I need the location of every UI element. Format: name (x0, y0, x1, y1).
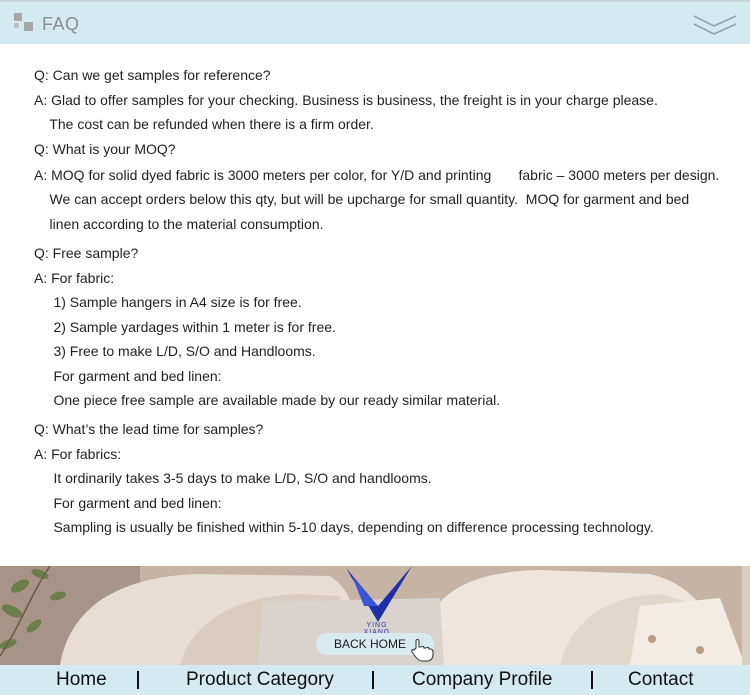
nav-divider (137, 671, 139, 689)
faq-line: linen according to the material consumption. (34, 216, 324, 232)
faq-line: For garment and bed linen: (34, 368, 222, 384)
faq-line: A: For fabric: (34, 270, 115, 286)
nav-divider (591, 671, 593, 689)
faq-line: Q: Free sample? (34, 245, 139, 261)
faq-line: The cost can be refunded when there is a firm order. (34, 116, 374, 132)
nav-home[interactable]: Home (56, 669, 107, 690)
bedding-banner (0, 566, 750, 665)
faq-line: Q: Can we get samples for reference? (34, 67, 271, 83)
nav-divider (372, 671, 374, 689)
faq-line: A: Glad to offer samples for your checking. Business is business, the freight is in your charge please. (34, 92, 658, 108)
faq-line: A: MOQ for solid dyed fabric is 3000 meters per color, for Y/D and printing fabric – 3000 meters per design. (34, 167, 720, 183)
faq-line: One piece free sample are available made by our ready similar material. (34, 392, 501, 408)
brand-name: YING (366, 622, 388, 629)
faq-line: We can accept orders below this qty, but will be upcharge for small quantity. MOQ for garment and bed (34, 191, 690, 207)
faq-title: FAQ (42, 14, 80, 34)
faq-line: Sampling is usually be finished within 5-10 days, depending on difference processing technology. (34, 519, 654, 535)
nav-product-category[interactable]: Product Category (186, 669, 334, 690)
faq-line: It ordinarily takes 3-5 days to make L/D, S/O and handlooms. (34, 470, 432, 486)
double-chevron-down-icon[interactable] (690, 12, 740, 38)
faq-line: A: For fabrics: (34, 446, 122, 462)
nav-company-profile[interactable]: Company Profile (412, 669, 553, 690)
faq-line: 2) Sample yardages within 1 meter is for free. (34, 319, 336, 335)
faq-line: Q: What’s the lead time for samples? (34, 421, 264, 437)
bottom-nav (0, 665, 750, 695)
nav-contact[interactable]: Contact (628, 669, 694, 690)
faq-line: Q: What is your MOQ? (34, 141, 176, 157)
faq-line: For garment and bed linen: (34, 495, 222, 511)
faq-squares-icon (14, 13, 34, 33)
pointer-hand-icon (410, 638, 436, 662)
faq-line: 3) Free to make L/D, S/O and Handlooms. (34, 343, 316, 359)
faq-header (0, 0, 750, 44)
faq-line: 1) Sample hangers in A4 size is for free. (34, 294, 302, 310)
back-home-button[interactable]: BACK HOME (316, 633, 434, 655)
